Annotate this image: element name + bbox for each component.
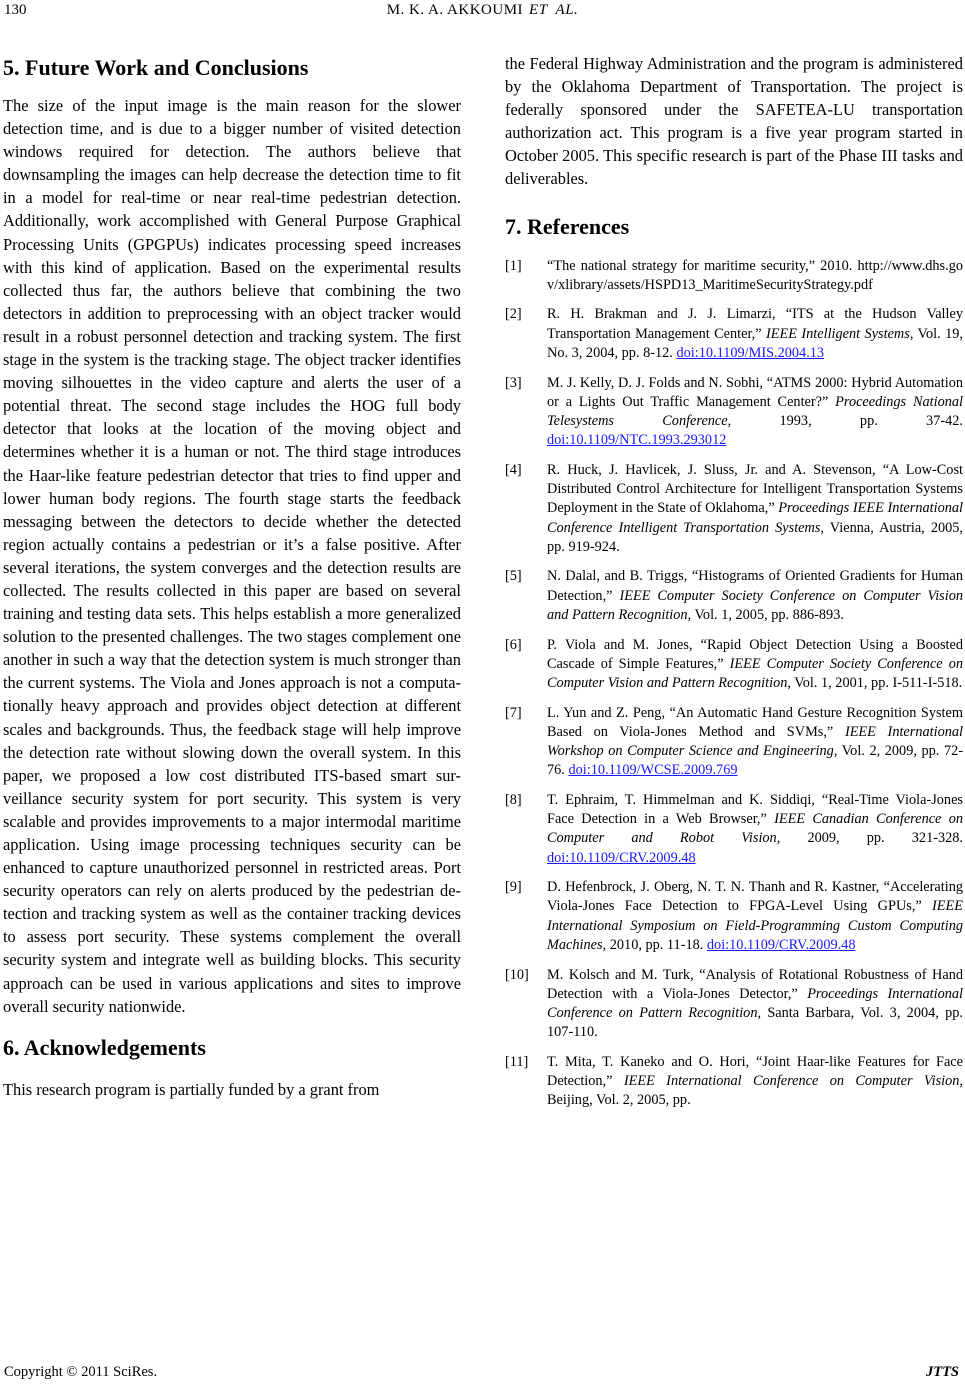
reference-item	[505, 567, 963, 625]
reference-authors-title: R. H. Brakman and J. J. Limarzi, “ITS at the Hudson Valley Transportation Management Center,”	[547, 306, 963, 342]
reference-number: [1]	[505, 257, 522, 274]
reference-body	[547, 967, 963, 1041]
reference-doi-link[interactable]: doi:10.1109/NTC.1993.293012	[547, 432, 727, 449]
reference-item	[505, 257, 963, 295]
reference-number: [7]	[505, 704, 522, 721]
reference-venue: IEEE Computer Society Conference on Computer Vision and Pattern Recognition	[547, 655, 963, 691]
reference-item	[505, 704, 963, 781]
reference-item	[505, 636, 963, 694]
conclusions-paragraph: The size of the input image is the main reason for the slower detection time, and is due to a bigger number of visited detection windows required for detection. The authors believe that downsampling the images can help decrease the detection time to fit in a model for real-time or near real-time pedestrian detection. Additionally, work accomplished with General Purpose Graphical Processing Units (GPGPUs) indicates processing speed increases with this kind of application. Based on the experimental results collected thus far, the authors believe that combining the two detectors in addition to preprocessing with an object tracker would result in a robust personnel detection and tracking system. The first stage in the system is the tracking stage. The object tracker identifies moving silhouettes in the video capture and alerts the user of a potential threat. The second stage includes the HOG full body detector that looks at the location of the moving object and determines whether it is a human or not. The third stage introduces the Haar-like feature pedestrian detector that tries to find upper and lower human body regions. The fourth stage starts the feedback messaging between the detectors to decide whether the detected region actually contains a pedestrian or it’s a false positive. After several iterations, the system converges and the detection results are collected. The results collected in this paper are based on several training and testing data sets. This helps establish a more generalized solution to the presented challenges. The two stages complement one another in such a way that the detection system is much stronger than the current systems. The Viola and Jones approach is not a computationally heavy approach and provides object detection at different scales and backgrounds. Thus, the feedback stage will help improve the detection rate without slowing down the overall system. In this paper, we proposed a low cost distributed ITS-based smart sur- veillance security system for port security. This system is very scalable and provides improvements to a major intermodal maritime application. Using image processing techniques security can be enhanced to capture unauthorized personnel in restricted areas. Port security operators can rely on alerts produced by the pedestrian detection and tracking system as well as the container tracking devices to assess port security. These systems complement the overall security system and integrate well as building blocks. This security approach can be used in various applications and sites to improve overall security nationwide.	[3, 96, 461, 1016]
reference-body	[547, 568, 963, 622]
section-title-conclusions: 5. Future Work and Conclusions	[3, 55, 309, 80]
reference-number: [10]	[505, 966, 529, 983]
reference-venue: Proceedings IEEE International Conference Intelligent Transportation Systems	[547, 500, 963, 536]
reference-body	[547, 375, 963, 449]
reference-body	[547, 306, 963, 360]
reference-number: [5]	[505, 568, 522, 585]
running-head-authors	[0, 0, 965, 20]
reference-body	[547, 879, 963, 953]
reference-body	[547, 258, 963, 293]
reference-doi-link[interactable]: doi:10.1109/CRV.2009.48	[547, 849, 696, 866]
reference-authors-title: N. Dalal, and B. Triggs, “Histograms of Oriented Gradients for Human Detection,”	[547, 568, 963, 604]
al-text: AL.	[555, 2, 579, 18]
reference-authors-title: M. J. Kelly, D. J. Folds and N. Sobhi, “ATMS 2000: Hybrid Automation or a Lights Out Traffic Management Center?”	[547, 374, 963, 410]
reference-number: [6]	[505, 636, 522, 653]
reference-item	[505, 791, 963, 868]
reference-authors-title: M. Kolsch and M. Turk, “Analysis of Rotational Robustness of Hand Detection with a Viola-Jones Detector,”	[547, 966, 963, 1002]
reference-authors-title: L. Yun and Z. Peng, “An Automatic Hand Gesture Recognition System Based on Viola-Jones Method and SVMs,”	[547, 704, 963, 740]
reference-details: , Beijing, Vol. 2, 2005, pp.	[547, 1073, 963, 1109]
reference-authors-title: T. Ephraim, T. Himmelman and K. Siddiqi, “Real-Time Viola-Jones Face Detection in a Web Browser,”	[547, 791, 963, 828]
reference-item	[505, 966, 963, 1043]
reference-details: , 2010, pp. 11-18.	[602, 936, 707, 953]
reference-item	[505, 374, 963, 451]
reference-doi-link[interactable]: doi:10.1109/WCSE.2009.769	[568, 762, 738, 779]
reference-item	[505, 1053, 963, 1111]
reference-body	[547, 792, 963, 866]
reference-venue: IEEE Intelligent Systems	[766, 325, 910, 342]
acknowledgements-paragraph-start: This research program is partially funded by a grant from	[3, 1079, 380, 1099]
reference-body	[547, 1054, 963, 1108]
reference-venue: IEEE International Conference on Computer Vision	[623, 1073, 960, 1090]
reference-number: [11]	[505, 1053, 529, 1070]
reference-authors-title: P. Viola and M. Jones, “Rapid Object Detection Using a Boosted Cascade of Simple Features,”	[547, 636, 963, 672]
et-text: ET	[529, 2, 548, 18]
section-title-acknowledgements: 6. Acknowledgements	[3, 1034, 206, 1060]
reference-venue: Proceedings National Telesystems Conference	[547, 393, 963, 429]
page-number: 130	[4, 2, 27, 18]
reference-authors-title: T. Mita, T. Kaneko and O. Hori, “Joint Haar-like Features for Face Detection,”	[547, 1053, 963, 1090]
reference-doi-link[interactable]: doi:10.1109/CRV.2009.48	[706, 936, 856, 953]
reference-url: http://www.dhs.gov/xlibrary/assets/HSPD13_MaritimeSecurityStrategy.pdf	[547, 257, 963, 293]
acknowledgements-paragraph-continued: the Federal Highway Administration and the program is administered by the Oklahoma Department of Transportation. The project is federally sponsored under the SAFETEA-LU transportation authorization act. This program is a five year program started in October 2005. This specific research is part of the Phase III tasks and deliverables.	[505, 54, 963, 189]
reference-venue: Proceedings International Conference on Pattern Recognition	[547, 985, 963, 1021]
reference-body	[547, 705, 963, 779]
reference-details: , Vol. 1, 2005, pp. 886-893.	[687, 606, 844, 623]
left-column	[3, 52, 461, 1348]
reference-details: , Vol. 2, 2009, pp. 72-76.	[547, 743, 963, 779]
reference-number: [8]	[505, 791, 522, 808]
running-head	[0, 0, 965, 30]
reference-authors-title: D. Hefenbrock, J. Oberg, N. T. N. Thanh and R. Kastner, “Accelerating Viola-Jones Face Detection to FPGA-Level Using GPUs,”	[547, 879, 963, 915]
copyright-notice: Copyright © 2011 SciRes.	[4, 1364, 158, 1380]
reference-item	[505, 305, 963, 363]
reference-number: [9]	[505, 879, 522, 896]
reference-authors-title: R. Huck, J. Havlicek, J. Sluss, Jr. and A. Stevenson, “A Low-Cost Distributed Control Architecture for Intelligent Transportation Systems Deployment in the State of Oklahoma,”	[547, 461, 963, 517]
reference-item	[505, 878, 963, 955]
reference-details: , Vol. 1, 2001, pp. I-511-I-518.	[787, 674, 963, 691]
journal-abbreviation: JTTS	[925, 1364, 959, 1380]
reference-details: , 2009, pp. 321-328.	[776, 830, 963, 847]
reference-details: , Santa Barbara, Vol. 3, 2004, pp. 107-110.	[547, 1004, 963, 1041]
reference-item	[505, 461, 963, 557]
reference-venue: IEEE Canadian Conference on Computer and Robot Vision	[547, 811, 963, 847]
reference-number: [2]	[505, 306, 522, 323]
reference-authors-title: “The national strategy for maritime security,” 2010.	[547, 257, 858, 274]
reference-number: [4]	[505, 461, 522, 478]
reference-details: , Vienna, Austria, 2005, pp. 919-924.	[547, 519, 963, 555]
page-footer	[0, 1362, 965, 1384]
reference-body	[547, 637, 963, 691]
reference-list	[505, 257, 963, 1111]
reference-details: , Vol. 19, No. 3, 2004, pp. 8-12.	[547, 325, 963, 361]
reference-venue: IEEE International Symposium on Field-Programming Custom Computing Machines	[547, 898, 963, 953]
reference-number: [3]	[505, 374, 522, 391]
right-column	[505, 52, 963, 1348]
reference-body	[547, 462, 963, 555]
reference-venue: IEEE Computer Society Conference on Computer Vision and Pattern Recognition	[547, 587, 963, 623]
author-names: M. K. A. AKKOUMI	[386, 2, 524, 18]
section-title-references: 7. References	[505, 213, 630, 239]
reference-details: , 1993, pp. 37-42.	[727, 412, 963, 429]
reference-venue: IEEE International Workshop on Computer Science and Engineering	[547, 723, 963, 760]
reference-doi-link[interactable]: doi:10.1109/MIS.2004.13	[676, 344, 825, 361]
